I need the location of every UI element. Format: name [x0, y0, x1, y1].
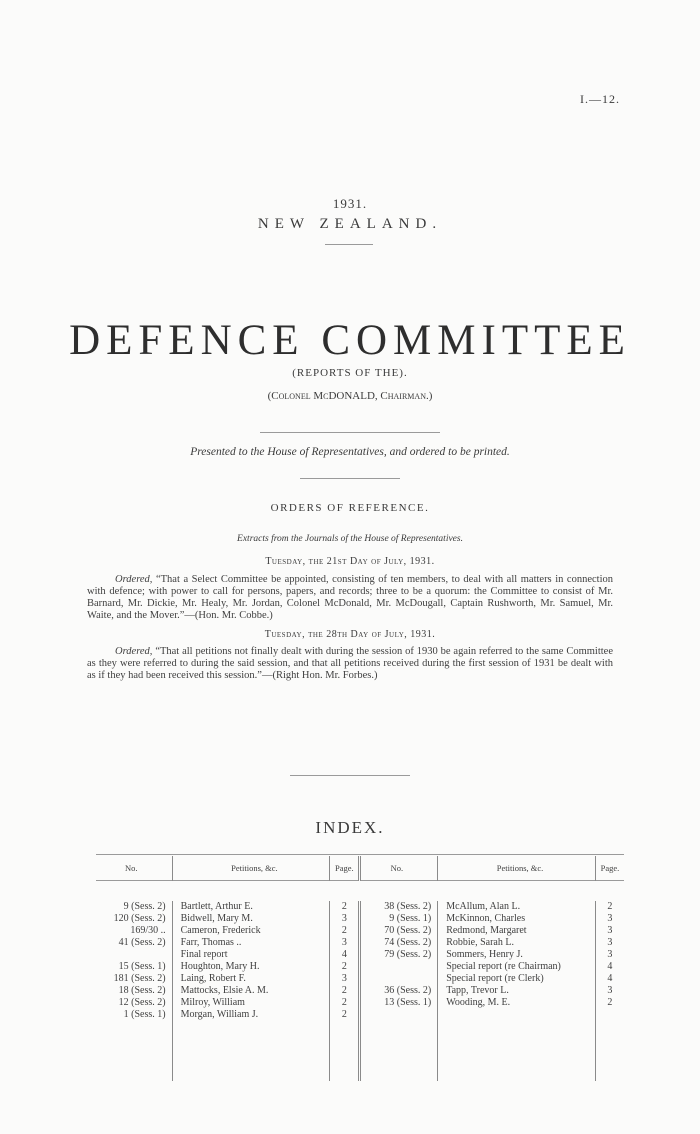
petition-page: [595, 1009, 624, 1021]
page-reference: I.—12.: [580, 92, 620, 106]
petition-page: 3: [595, 925, 624, 937]
table-row: [96, 973, 624, 985]
petition-name: Final report: [172, 949, 330, 961]
table-row: [96, 985, 624, 997]
petition-page: 2: [330, 925, 360, 937]
extracts-line: Extracts from the Journals of the House of Representatives.: [237, 534, 463, 544]
petition-number: 169/30 ..: [130, 925, 166, 936]
petition-number: 12 (Sess. 2): [118, 997, 166, 1008]
petition-number: [96, 949, 172, 961]
petition-page: 2: [330, 961, 360, 973]
subtitle: (REPORTS OF THE).: [292, 367, 408, 379]
country-heading: NEW ZEALAND.: [257, 216, 443, 232]
ordered-label: Ordered,: [115, 574, 153, 585]
petition-page: 3: [330, 913, 360, 925]
table-row: [96, 1009, 624, 1021]
petition-page: 2: [595, 901, 624, 913]
year: 1931.: [332, 196, 368, 211]
petition-number: 120 (Sess. 2): [113, 913, 166, 924]
petition-name: Sommers, Henry J.: [438, 949, 596, 961]
petition-name: Tapp, Trevor L.: [438, 985, 596, 997]
petition-number: 1 (Sess. 1): [123, 1009, 166, 1020]
petition-name: Farr, Thomas ..: [172, 937, 330, 949]
petition-name: Bartlett, Arthur E.: [172, 901, 330, 913]
table-row: [96, 901, 624, 913]
column-header: Petitions, &c.: [172, 856, 330, 881]
index-header-row: [96, 856, 624, 881]
petition-name: Milroy, William: [172, 997, 330, 1009]
ordered-label: Ordered,: [115, 646, 153, 657]
petition-number: 181 (Sess. 2): [113, 973, 166, 984]
petition-number: 13 (Sess. 1): [360, 997, 438, 1009]
petition-number: [360, 973, 438, 985]
column-header: Petitions, &c.: [438, 856, 596, 881]
petition-page: 3: [330, 973, 360, 985]
index-top-rule: [96, 854, 624, 855]
petition-number: 79 (Sess. 2): [360, 949, 438, 961]
table-row: [96, 997, 624, 1009]
divider: [260, 432, 440, 433]
order-text: “That all petitions not finally dealt with during the session of 1930 be again referred to the same Committee as they were referred to during the said session, and that all petitions received during the first session of 1931 be dealt with as if they had been received this session.”—(Right Hon. Mr. Forbes.): [87, 646, 614, 681]
petition-page: 2: [330, 985, 360, 997]
date-second-order: Tuesday, the 28th Day of July, 1931.: [264, 629, 436, 640]
petition-name: Wooding, M. E.: [438, 997, 596, 1009]
page-title: DEFENCE COMMITTEE: [69, 317, 631, 364]
petition-page: 2: [595, 997, 624, 1009]
petition-page: 3: [595, 937, 624, 949]
presented-line: Presented to the House of Representatives, and ordered to be printed.: [190, 446, 510, 458]
orders-heading: ORDERS OF REFERENCE.: [270, 502, 430, 514]
petition-number: 36 (Sess. 2): [360, 985, 438, 997]
petition-name: Bidwell, Mary M.: [172, 913, 330, 925]
table-row: [96, 961, 624, 973]
petition-name: Houghton, Mary H.: [172, 961, 330, 973]
column-header: Page.: [595, 856, 624, 881]
petition-name: [438, 1009, 596, 1021]
petition-number: 41 (Sess. 2): [118, 937, 166, 948]
chairman-note: (Colonel McDONALD, Chairman.): [267, 390, 433, 402]
petition-page: 3: [595, 985, 624, 997]
table-row: [96, 925, 624, 937]
petition-page: 2: [330, 1009, 360, 1021]
petition-name: Robbie, Sarah L.: [438, 937, 596, 949]
column-header: Page.: [330, 856, 360, 881]
petition-number: 38 (Sess. 2): [360, 901, 438, 913]
petition-name: Cameron, Frederick: [172, 925, 330, 937]
order-first: [87, 574, 613, 622]
petition-page: 4: [595, 961, 624, 973]
petition-name: Morgan, William J.: [172, 1009, 330, 1021]
table-row: [96, 949, 624, 961]
table-row: [96, 913, 624, 925]
petition-number: 9 (Sess. 1): [360, 913, 438, 925]
petition-number: 74 (Sess. 2): [360, 937, 438, 949]
table-row: [96, 937, 624, 949]
date-first-order: Tuesday, the 21st Day of July, 1931.: [265, 556, 435, 567]
petition-name: Special report (re Clerk): [438, 973, 596, 985]
petition-number: 15 (Sess. 1): [118, 961, 166, 972]
petition-number: 18 (Sess. 2): [118, 985, 166, 996]
petition-name: Laing, Robert F.: [172, 973, 330, 985]
divider: [290, 775, 410, 776]
column-header: No.: [360, 856, 438, 881]
petition-name: Redmond, Margaret: [438, 925, 596, 937]
index-table: [96, 856, 624, 1081]
petition-page: 3: [595, 949, 624, 961]
petition-number: 9 (Sess. 2): [123, 901, 166, 912]
petition-number: [360, 1009, 438, 1021]
index-heading: INDEX.: [315, 818, 385, 837]
petition-name: McAllum, Alan L.: [438, 901, 596, 913]
petition-number: [360, 961, 438, 973]
petition-name: Mattocks, Elsie A. M.: [172, 985, 330, 997]
petition-page: 3: [595, 913, 624, 925]
petition-number: 70 (Sess. 2): [360, 925, 438, 937]
petition-name: Special report (re Chairman): [438, 961, 596, 973]
petition-page: 3: [330, 937, 360, 949]
petition-page: 2: [330, 901, 360, 913]
order-second: [87, 646, 613, 682]
petition-page: 2: [330, 997, 360, 1009]
petition-name: McKinnon, Charles: [438, 913, 596, 925]
petition-page: 4: [330, 949, 360, 961]
divider: [325, 244, 373, 245]
petition-page: 4: [595, 973, 624, 985]
divider: [300, 478, 400, 479]
column-header: No.: [125, 863, 138, 873]
order-text: “That a Select Committee be appointed, consisting of ten members, to deal with all matters in connection with defence; with power to call for persons, papers, and records; three to be a quorum: the Committee to consist of Mr. Barnard, Mr. Dickie, Mr. Healy, Mr. Jordan, Colonel McDonald, Mr. McDougall, Captain Rushworth, Mr. Samuel, Mr. Waite, and the Mover.”—(Hon. Mr. Cobbe.): [87, 574, 614, 621]
